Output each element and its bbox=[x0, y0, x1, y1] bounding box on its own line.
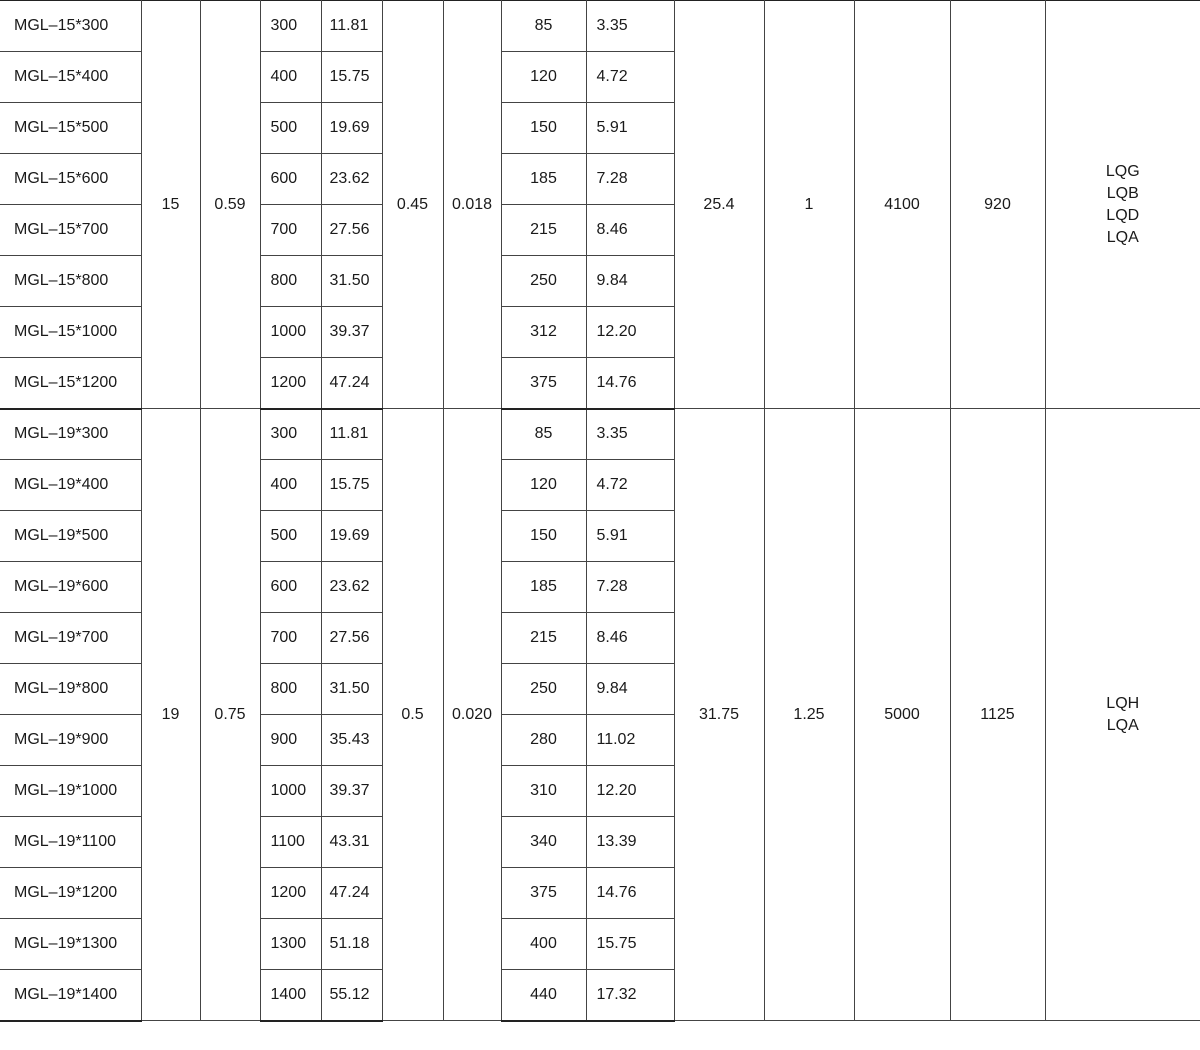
model-cell: MGL–15*1200 bbox=[0, 358, 141, 409]
weight-oz-cell: 14.76 bbox=[586, 358, 674, 409]
pitch-mm-cell: 31.75 bbox=[674, 409, 764, 1021]
weight-g-cell: 85 bbox=[501, 409, 586, 460]
type-label: LQG bbox=[1105, 162, 1140, 180]
weight-oz-cell: 4.72 bbox=[586, 52, 674, 103]
weight-g-cell: 185 bbox=[501, 562, 586, 613]
length-in-cell: 55.12 bbox=[321, 970, 382, 1021]
length-mm-cell: 500 bbox=[260, 511, 321, 562]
weight-g-cell: 400 bbox=[501, 919, 586, 970]
weight-oz-cell: 17.32 bbox=[586, 970, 674, 1021]
weight-oz-cell: 7.28 bbox=[586, 154, 674, 205]
length-in-cell: 39.37 bbox=[321, 307, 382, 358]
length-mm-cell: 800 bbox=[260, 664, 321, 715]
weight-g-cell: 215 bbox=[501, 613, 586, 664]
model-cell: MGL–19*800 bbox=[0, 664, 141, 715]
pitch-in-cell: 1.25 bbox=[764, 409, 854, 1021]
weight-oz-cell: 5.91 bbox=[586, 511, 674, 562]
weight-g-cell: 340 bbox=[501, 817, 586, 868]
weight-oz-cell: 12.20 bbox=[586, 766, 674, 817]
length-mm-cell: 1000 bbox=[260, 766, 321, 817]
length-in-cell: 15.75 bbox=[321, 460, 382, 511]
type-label: LQB bbox=[1106, 184, 1139, 202]
table-row bbox=[0, 1, 1200, 52]
weight-g-cell: 375 bbox=[501, 358, 586, 409]
length-in-cell: 47.24 bbox=[321, 868, 382, 919]
length-mm-cell: 600 bbox=[260, 562, 321, 613]
length-mm-cell: 400 bbox=[260, 460, 321, 511]
length-mm-cell: 700 bbox=[260, 613, 321, 664]
length-mm-cell: 300 bbox=[260, 1, 321, 52]
length-in-cell: 23.62 bbox=[321, 154, 382, 205]
table-row bbox=[0, 409, 1200, 460]
type-label: LQH bbox=[1106, 694, 1140, 712]
model-cell: MGL–15*400 bbox=[0, 52, 141, 103]
weight-oz-cell: 5.91 bbox=[586, 103, 674, 154]
model-cell: MGL–19*900 bbox=[0, 715, 141, 766]
length-in-cell: 43.31 bbox=[321, 817, 382, 868]
model-cell: MGL–19*600 bbox=[0, 562, 141, 613]
weight-oz-cell: 13.39 bbox=[586, 817, 674, 868]
weight-oz-cell: 8.46 bbox=[586, 205, 674, 256]
model-cell: MGL–15*500 bbox=[0, 103, 141, 154]
model-cell: MGL–15*1000 bbox=[0, 307, 141, 358]
weight-g-cell: 440 bbox=[501, 970, 586, 1021]
length-in-cell: 31.50 bbox=[321, 664, 382, 715]
weight-oz-cell: 4.72 bbox=[586, 460, 674, 511]
thickness-mm-cell: 0.5 bbox=[382, 409, 443, 1021]
model-cell: MGL–19*1400 bbox=[0, 970, 141, 1021]
weight-oz-cell: 8.46 bbox=[586, 613, 674, 664]
pitch-mm-cell: 25.4 bbox=[674, 1, 764, 409]
length-in-cell: 27.56 bbox=[321, 613, 382, 664]
weight-oz-cell: 7.28 bbox=[586, 562, 674, 613]
length-in-cell: 23.62 bbox=[321, 562, 382, 613]
diameter-mm-cell: 15 bbox=[141, 1, 200, 409]
model-cell: MGL–19*300 bbox=[0, 409, 141, 460]
length-in-cell: 31.50 bbox=[321, 256, 382, 307]
weight-oz-cell: 9.84 bbox=[586, 256, 674, 307]
spec-table-body bbox=[0, 1, 1200, 1021]
length-in-cell: 39.37 bbox=[321, 766, 382, 817]
length-mm-cell: 1300 bbox=[260, 919, 321, 970]
type-list-cell bbox=[1045, 409, 1200, 1021]
weight-g-cell: 250 bbox=[501, 664, 586, 715]
weight-g-cell: 150 bbox=[501, 103, 586, 154]
length-in-cell: 15.75 bbox=[321, 52, 382, 103]
length-mm-cell: 700 bbox=[260, 205, 321, 256]
weight-g-cell: 215 bbox=[501, 205, 586, 256]
length-mm-cell: 1400 bbox=[260, 970, 321, 1021]
model-cell: MGL–19*1100 bbox=[0, 817, 141, 868]
type-label: LQD bbox=[1106, 206, 1140, 224]
length-mm-cell: 300 bbox=[260, 409, 321, 460]
length-in-cell: 47.24 bbox=[321, 358, 382, 409]
length-in-cell: 19.69 bbox=[321, 511, 382, 562]
model-cell: MGL–15*800 bbox=[0, 256, 141, 307]
model-cell: MGL–19*700 bbox=[0, 613, 141, 664]
length-mm-cell: 900 bbox=[260, 715, 321, 766]
model-cell: MGL–19*1200 bbox=[0, 868, 141, 919]
weight-g-cell: 185 bbox=[501, 154, 586, 205]
model-cell: MGL–19*400 bbox=[0, 460, 141, 511]
length-in-cell: 19.69 bbox=[321, 103, 382, 154]
weight-g-cell: 120 bbox=[501, 52, 586, 103]
weight-oz-cell: 3.35 bbox=[586, 1, 674, 52]
length-in-cell: 11.81 bbox=[321, 1, 382, 52]
thickness-mm-cell: 0.45 bbox=[382, 1, 443, 409]
weight-g-cell: 85 bbox=[501, 1, 586, 52]
weight-oz-cell: 15.75 bbox=[586, 919, 674, 970]
model-cell: MGL–19*1000 bbox=[0, 766, 141, 817]
length-in-cell: 35.43 bbox=[321, 715, 382, 766]
weight-oz-cell: 12.20 bbox=[586, 307, 674, 358]
force-n-cell: 5000 bbox=[854, 409, 950, 1021]
weight-g-cell: 150 bbox=[501, 511, 586, 562]
thickness-in-cell: 0.018 bbox=[443, 1, 501, 409]
model-cell: MGL–15*300 bbox=[0, 1, 141, 52]
weight-oz-cell: 11.02 bbox=[586, 715, 674, 766]
model-cell: MGL–19*500 bbox=[0, 511, 141, 562]
length-mm-cell: 600 bbox=[260, 154, 321, 205]
length-mm-cell: 1200 bbox=[260, 358, 321, 409]
weight-g-cell: 375 bbox=[501, 868, 586, 919]
weight-g-cell: 250 bbox=[501, 256, 586, 307]
type-label: LQA bbox=[1106, 228, 1139, 246]
force-lbf-cell: 920 bbox=[950, 1, 1045, 409]
diameter-in-cell: 0.75 bbox=[200, 409, 260, 1021]
weight-g-cell: 310 bbox=[501, 766, 586, 817]
diameter-mm-cell: 19 bbox=[141, 409, 200, 1021]
type-label: LQA bbox=[1106, 716, 1139, 734]
length-mm-cell: 500 bbox=[260, 103, 321, 154]
thickness-in-cell: 0.020 bbox=[443, 409, 501, 1021]
force-n-cell: 4100 bbox=[854, 1, 950, 409]
length-mm-cell: 1100 bbox=[260, 817, 321, 868]
weight-oz-cell: 14.76 bbox=[586, 868, 674, 919]
weight-g-cell: 312 bbox=[501, 307, 586, 358]
length-in-cell: 51.18 bbox=[321, 919, 382, 970]
length-mm-cell: 400 bbox=[260, 52, 321, 103]
length-mm-cell: 1000 bbox=[260, 307, 321, 358]
weight-g-cell: 120 bbox=[501, 460, 586, 511]
force-lbf-cell: 1125 bbox=[950, 409, 1045, 1021]
model-cell: MGL–15*700 bbox=[0, 205, 141, 256]
model-cell: MGL–19*1300 bbox=[0, 919, 141, 970]
model-cell: MGL–15*600 bbox=[0, 154, 141, 205]
length-in-cell: 11.81 bbox=[321, 409, 382, 460]
length-mm-cell: 1200 bbox=[260, 868, 321, 919]
type-list-cell bbox=[1045, 1, 1200, 409]
weight-oz-cell: 9.84 bbox=[586, 664, 674, 715]
weight-g-cell: 280 bbox=[501, 715, 586, 766]
pitch-in-cell: 1 bbox=[764, 1, 854, 409]
weight-oz-cell: 3.35 bbox=[586, 409, 674, 460]
length-in-cell: 27.56 bbox=[321, 205, 382, 256]
diameter-in-cell: 0.59 bbox=[200, 1, 260, 409]
length-mm-cell: 800 bbox=[260, 256, 321, 307]
